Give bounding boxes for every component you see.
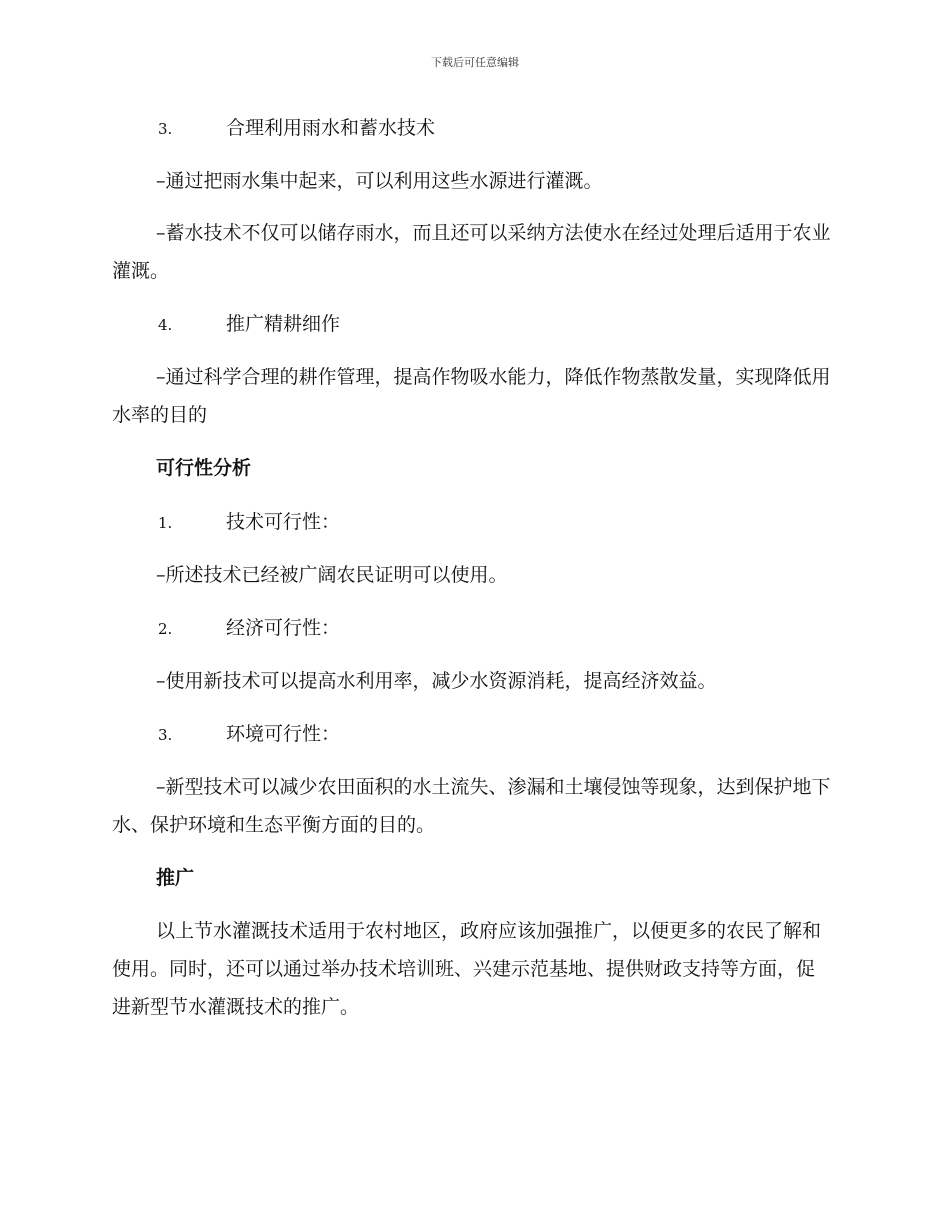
item-title: 合理利用雨水和蓄水技术 <box>226 117 436 139</box>
item-number: 3. <box>158 726 173 744</box>
numbered-item <box>112 502 832 542</box>
document-body <box>112 108 832 1040</box>
numbered-item <box>112 304 832 344</box>
section-heading: 推广 <box>156 867 195 889</box>
item-number: 2. <box>158 620 173 638</box>
item-number: 1. <box>158 514 173 532</box>
paragraph: –所述技术已经被广阔农民证明可以使用。 <box>156 564 508 586</box>
paragraph: –使用新技术可以提高水利用率，减少水资源消耗，提高经济效益。 <box>156 670 717 692</box>
item-title: 环境可行性： <box>226 723 341 745</box>
section-heading: 可行性分析 <box>156 457 252 479</box>
paragraph: –通过科学合理的耕作管理，提高作物吸水能力，降低作物蒸散发量，实现降低用水率的目的 <box>112 366 831 426</box>
page-header: 下载后可任意编辑 <box>431 56 519 69</box>
numbered-item <box>112 108 832 148</box>
paragraph: –通过把雨水集中起来，可以利用这些水源进行灌溉。 <box>156 170 603 192</box>
paragraph: –新型技术可以减少农田面积的水土流失、渗漏和土壤侵蚀等现象，达到保护地下水、保护环境和生态平衡方面的目的。 <box>112 776 831 836</box>
paragraph: –蓄水技术不仅可以储存雨水，而且还可以采纳方法使水在经过处理后适用于农业灌溉。 <box>112 222 831 282</box>
item-title: 经济可行性： <box>226 617 341 639</box>
numbered-item <box>112 608 832 648</box>
item-number: 3. <box>158 120 173 138</box>
numbered-item <box>112 714 832 754</box>
item-number: 4. <box>158 316 173 334</box>
paragraph: 以上节水灌溉技术适用于农村地区，政府应该加强推广，以便更多的农民了解和使用。同时，还可以通过举办技术培训班、兴建示范基地、提供财政支持等方面，促进新型节水灌溉技术的推广。 <box>112 920 822 1018</box>
item-title: 技术可行性： <box>226 511 341 533</box>
item-title: 推广精耕细作 <box>226 313 341 335</box>
